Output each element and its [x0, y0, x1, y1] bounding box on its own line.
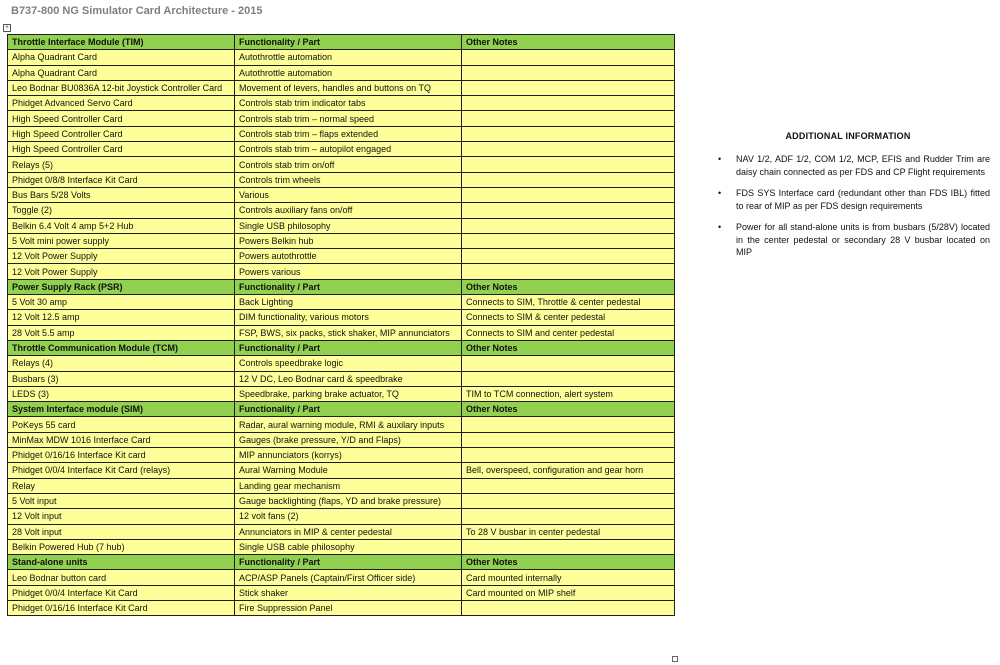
- section-header-cell: Other Notes: [462, 35, 675, 50]
- info-list-item: [720, 153, 990, 178]
- table-cell: Gauges (brake pressure, Y/D and Flaps): [235, 432, 462, 447]
- table-row: [8, 325, 675, 340]
- bullet-icon: •: [718, 188, 722, 198]
- table-cell: Card mounted internally: [462, 570, 675, 585]
- section-header-row: [8, 555, 675, 570]
- table-cell: Radar, aural warning module, RMI & auxilary inputs: [235, 417, 462, 432]
- table-row: [8, 111, 675, 126]
- table-cell: 5 Volt 30 amp: [8, 295, 235, 310]
- section-header-cell: Power Supply Rack (PSR): [8, 279, 235, 294]
- table-cell: Phidget 0/8/8 Interface Kit Card: [8, 172, 235, 187]
- table-cell: High Speed Controller Card: [8, 126, 235, 141]
- table-cell: MIP annunciators (korrys): [235, 448, 462, 463]
- table-row: [8, 187, 675, 202]
- additional-information-list: [706, 153, 990, 259]
- section-header-cell: System Interface module (SIM): [8, 402, 235, 417]
- table-cell: Speedbrake, parking brake actuator, TQ: [235, 386, 462, 401]
- table-row: [8, 600, 675, 615]
- table-cell: 12 Volt Power Supply: [8, 264, 235, 279]
- table-row: [8, 417, 675, 432]
- table-cell: Controls auxiliary fans on/off: [235, 203, 462, 218]
- document-title: B737-800 NG Simulator Card Architecture - 2015: [11, 5, 263, 17]
- table-row: [8, 356, 675, 371]
- table-cell: 28 Volt 5.5 amp: [8, 325, 235, 340]
- section-header-row: [8, 279, 675, 294]
- section-header-cell: Other Notes: [462, 555, 675, 570]
- section-header-cell: Functionality / Part: [235, 555, 462, 570]
- table-cell: Controls speedbrake logic: [235, 356, 462, 371]
- table-cell: [462, 371, 675, 386]
- table-row: [8, 448, 675, 463]
- table-cell: Single USB cable philosophy: [235, 539, 462, 554]
- section-header-cell: Functionality / Part: [235, 35, 462, 50]
- table-row: [8, 218, 675, 233]
- table-cell: 12 Volt 12.5 amp: [8, 310, 235, 325]
- info-text: Power for all stand-alone units is from busbars (5/28V) located in the center pedestal or secondary 28 V busbar located on MIP: [736, 222, 990, 257]
- table-cell: ACP/ASP Panels (Captain/First Officer side): [235, 570, 462, 585]
- table-cell: [462, 509, 675, 524]
- table-cell: [462, 264, 675, 279]
- info-list-item: [720, 187, 990, 212]
- table-row: [8, 157, 675, 172]
- table-cell: [462, 50, 675, 65]
- table-cell: Belkin 6.4 Volt 4 amp 5+2 Hub: [8, 218, 235, 233]
- table-cell: Stick shaker: [235, 585, 462, 600]
- table-cell: [462, 478, 675, 493]
- table-cell: Card mounted on MIP shelf: [462, 585, 675, 600]
- table-cell: [462, 142, 675, 157]
- additional-information-panel: [706, 131, 990, 268]
- table-row: [8, 142, 675, 157]
- table-row: [8, 80, 675, 95]
- table-cell: Connects to SIM & center pedestal: [462, 310, 675, 325]
- table-cell: [462, 80, 675, 95]
- section-header-row: [8, 402, 675, 417]
- info-text: NAV 1/2, ADF 1/2, COM 1/2, MCP, EFIS and Rudder Trim are daisy chain connected as per FDS and CP Flight requirements: [736, 154, 990, 177]
- additional-information-title: ADDITIONAL INFORMATION: [785, 131, 911, 141]
- table-cell: Powers autothrottle: [235, 249, 462, 264]
- table-cell: [462, 417, 675, 432]
- table-cell: [462, 448, 675, 463]
- table-cell: Phidget Advanced Servo Card: [8, 96, 235, 111]
- table-cell: Relays (5): [8, 157, 235, 172]
- table-row: [8, 386, 675, 401]
- table-cell: Bell, overspeed, configuration and gear horn: [462, 463, 675, 478]
- table-row: [8, 264, 675, 279]
- table-row: [8, 463, 675, 478]
- bullet-icon: •: [718, 154, 722, 164]
- table-cell: Leo Bodnar BU0836A 12-bit Joystick Controller Card: [8, 80, 235, 95]
- table-cell: LEDS (3): [8, 386, 235, 401]
- table-row: [8, 249, 675, 264]
- table-cell: 5 Volt input: [8, 493, 235, 508]
- table-row: [8, 126, 675, 141]
- table-cell: Powers various: [235, 264, 462, 279]
- table-cell: Phidget 0/16/16 Interface Kit card: [8, 448, 235, 463]
- table-cell: 28 Volt input: [8, 524, 235, 539]
- table-row: [8, 233, 675, 248]
- table-cell: High Speed Controller Card: [8, 142, 235, 157]
- table-cell: [462, 157, 675, 172]
- table-cell: 12 Volt input: [8, 509, 235, 524]
- section-header-cell: Throttle Interface Module (TIM): [8, 35, 235, 50]
- table-row: [8, 570, 675, 585]
- section-header-cell: Functionality / Part: [235, 402, 462, 417]
- table-cell: Aural Warning Module: [235, 463, 462, 478]
- table-cell: PoKeys 55 card: [8, 417, 235, 432]
- table-cell: [462, 432, 675, 447]
- table-cell: Controls trim wheels: [235, 172, 462, 187]
- table-cell: Annunciators in MIP & center pedestal: [235, 524, 462, 539]
- table-cell: Alpha Quadrant Card: [8, 65, 235, 80]
- table-cell: 5 Volt mini power supply: [8, 233, 235, 248]
- table-cell: 12 volt fans (2): [235, 509, 462, 524]
- table-row: [8, 172, 675, 187]
- table-cell: [462, 356, 675, 371]
- table-cell: [462, 111, 675, 126]
- table-resize-handle-icon[interactable]: [672, 656, 678, 662]
- section-header-row: [8, 340, 675, 355]
- table-cell: MinMax MDW 1016 Interface Card: [8, 432, 235, 447]
- table-cell: Toggle (2): [8, 203, 235, 218]
- table-cell: [462, 218, 675, 233]
- table-cell: Autothrottle automation: [235, 50, 462, 65]
- table-cell: [462, 172, 675, 187]
- table-cell: Phidget 0/16/16 Interface Kit Card: [8, 600, 235, 615]
- table-row: [8, 585, 675, 600]
- table-cell: Alpha Quadrant Card: [8, 50, 235, 65]
- table-cell: Gauge backlighting (flaps, YD and brake pressure): [235, 493, 462, 508]
- section-header-cell: Other Notes: [462, 279, 675, 294]
- table-cell: High Speed Controller Card: [8, 111, 235, 126]
- table-row: [8, 65, 675, 80]
- table-row: [8, 50, 675, 65]
- table-cell: [462, 233, 675, 248]
- table-cell: 12 V DC, Leo Bodnar card & speedbrake: [235, 371, 462, 386]
- table-row: [8, 295, 675, 310]
- table-cell: FSP, BWS, six packs, stick shaker, MIP annunciators: [235, 325, 462, 340]
- section-header-cell: Other Notes: [462, 402, 675, 417]
- architecture-table: [7, 34, 675, 616]
- table-cell: Bus Bars 5/28 Volts: [8, 187, 235, 202]
- table-cell: To 28 V busbar in center pedestal: [462, 524, 675, 539]
- table-cell: Various: [235, 187, 462, 202]
- table-cell: Powers Belkin hub: [235, 233, 462, 248]
- table-row: [8, 539, 675, 554]
- table-row: [8, 371, 675, 386]
- table-cell: Controls stab trim – normal speed: [235, 111, 462, 126]
- table-cell: [462, 493, 675, 508]
- section-header-cell: Stand-alone units: [8, 555, 235, 570]
- table-cell: [462, 65, 675, 80]
- table-cell: Single USB philosophy: [235, 218, 462, 233]
- table-cell: [462, 249, 675, 264]
- table-row: [8, 203, 675, 218]
- info-text: FDS SYS Interface card (redundant other than FDS IBL) fitted to rear of MIP as per FDS design requirements: [736, 188, 990, 211]
- table-row: [8, 478, 675, 493]
- table-cell: Busbars (3): [8, 371, 235, 386]
- bullet-icon: •: [718, 222, 722, 232]
- table-cell: Relays (4): [8, 356, 235, 371]
- table-row: [8, 509, 675, 524]
- table-row: [8, 310, 675, 325]
- table-cell: Phidget 0/0/4 Interface Kit Card (relays): [8, 463, 235, 478]
- table-cell: Movement of levers, handles and buttons on TQ: [235, 80, 462, 95]
- table-cell: [462, 600, 675, 615]
- table-cell: Controls stab trim indicator tabs: [235, 96, 462, 111]
- table-cell: [462, 96, 675, 111]
- section-header-cell: Other Notes: [462, 340, 675, 355]
- table-cell: Connects to SIM, Throttle & center pedestal: [462, 295, 675, 310]
- table-cell: [462, 539, 675, 554]
- table-cell: Controls stab trim on/off: [235, 157, 462, 172]
- table-cell: TIM to TCM connection, alert system: [462, 386, 675, 401]
- table-cell: Autothrottle automation: [235, 65, 462, 80]
- section-header-cell: Functionality / Part: [235, 279, 462, 294]
- table-cell: Belkin Powered Hub (7 hub): [8, 539, 235, 554]
- table-move-handle-icon[interactable]: +: [3, 24, 11, 32]
- table-cell: Back Lighting: [235, 295, 462, 310]
- table-cell: [462, 126, 675, 141]
- table-cell: 12 Volt Power Supply: [8, 249, 235, 264]
- table-row: [8, 432, 675, 447]
- table-cell: Controls stab trim – autopilot engaged: [235, 142, 462, 157]
- table-cell: Landing gear mechanism: [235, 478, 462, 493]
- table-cell: Relay: [8, 478, 235, 493]
- table-cell: Controls stab trim – flaps extended: [235, 126, 462, 141]
- table-cell: Leo Bodnar button card: [8, 570, 235, 585]
- section-header-cell: Throttle Communication Module (TCM): [8, 340, 235, 355]
- table-cell: Connects to SIM and center pedestal: [462, 325, 675, 340]
- table-row: [8, 493, 675, 508]
- table-cell: Fire Suppression Panel: [235, 600, 462, 615]
- table-cell: [462, 203, 675, 218]
- table-row: [8, 524, 675, 539]
- table-cell: DIM functionality, various motors: [235, 310, 462, 325]
- table-cell: [462, 187, 675, 202]
- info-list-item: [720, 221, 990, 259]
- section-header-row: [8, 35, 675, 50]
- table-row: [8, 96, 675, 111]
- section-header-cell: Functionality / Part: [235, 340, 462, 355]
- table-cell: Phidget 0/0/4 Interface Kit Card: [8, 585, 235, 600]
